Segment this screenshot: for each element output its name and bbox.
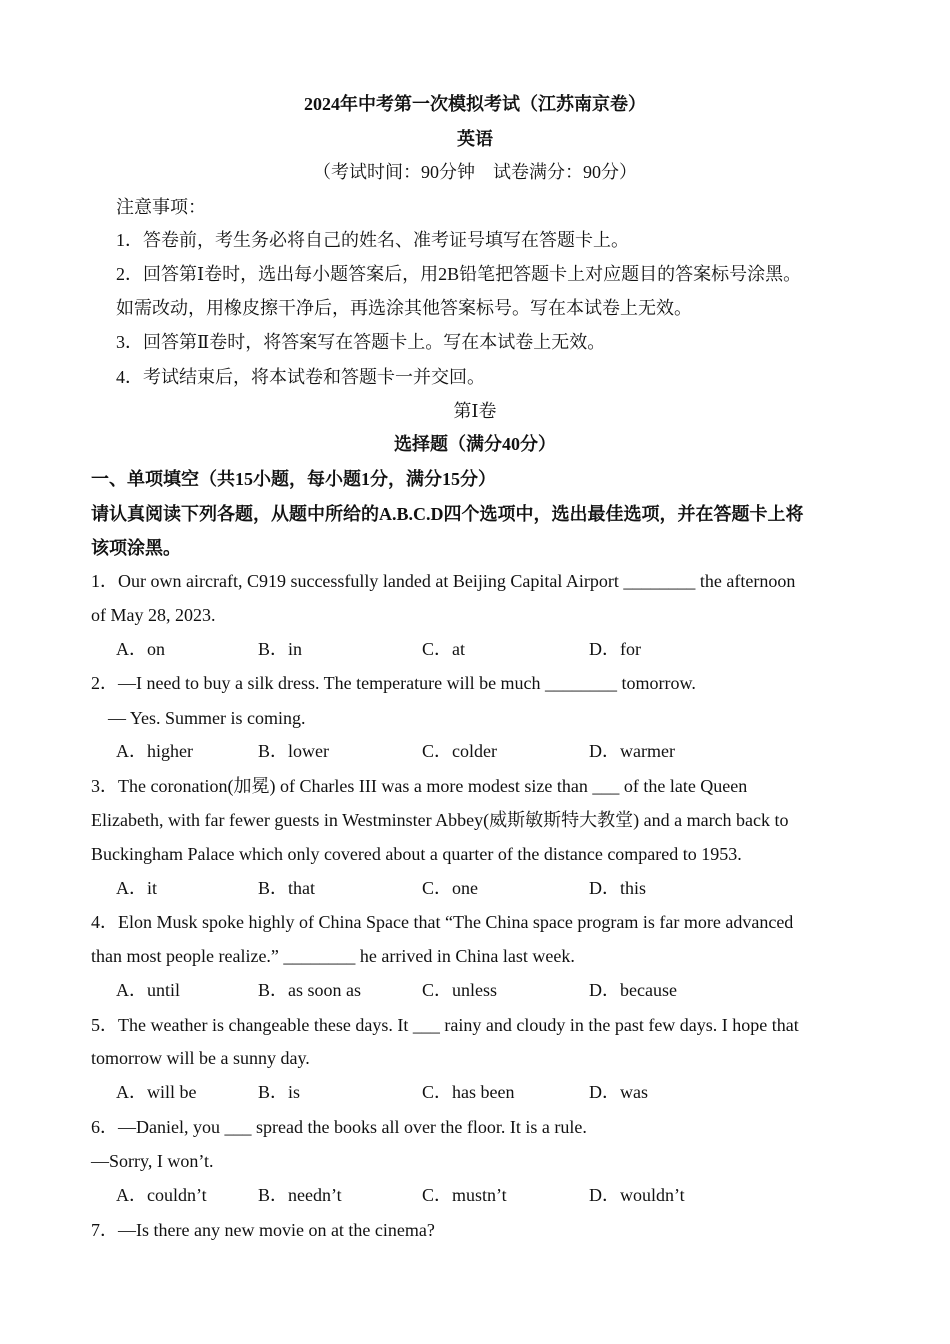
notice-item-continuation: 如需改动，用橡皮擦干净后，再选涂其他答案标号。写在本试卷上无效。 [116,298,692,318]
question-2-option-c: C．colder [422,741,497,761]
question-2-option-b: B．lower [258,741,329,761]
question-4-option-d: D．because [589,980,677,1000]
part-instruction: 该项涂黑。 [91,538,181,558]
question-3-text: Elizabeth, with far fewer guests in Westminster Abbey(威斯敏斯特大教堂) and a march back to [91,810,789,830]
question-3-option-a: A．it [116,878,158,898]
question-5-text: 5．The weather is changeable these days. It ___ rainy and cloudy in the past few days. I hope that [91,1015,799,1035]
question-3-option-b: B．that [258,878,315,898]
question-6-option-b: B．needn’t [258,1185,342,1205]
section-title: 选择题（满分40分） [394,434,556,454]
question-2-text: — Yes. Summer is coming. [108,708,306,728]
question-2-option-a: A．higher [116,741,193,761]
question-5-option-c: C．has been [422,1082,515,1102]
question-2-option-d: D．warmer [589,741,675,761]
question-7-text: 7．—Is there any new movie on at the cinema? [91,1220,435,1240]
notice-item: 3．回答第Ⅱ卷时，将答案写在答题卡上。写在本试卷上无效。 [116,332,606,352]
notice-item: 4．考试结束后，将本试卷和答题卡一并交回。 [116,367,485,387]
question-6-option-d: D．wouldn’t [589,1185,685,1205]
question-5-option-b: B．is [258,1082,301,1102]
question-4-option-b: B．as soon as [258,980,361,1000]
question-5-option-a: A．will be [116,1082,197,1102]
question-6-text: 6．—Daniel, you ___ spread the books all over the floor. It is a rule. [91,1117,587,1137]
question-4-text: 4．Elon Musk spoke highly of China Space that “The China space program is far more advanced [91,912,794,932]
part-instruction: 请认真阅读下列各题，从题中所给的A.B.C.D四个选项中，选出最佳选项，并在答题卡上将 [91,504,804,524]
question-3-text: 3．The coronation(加冕) of Charles III was a more modest size than ___ of the late Queen [91,776,748,796]
notice-item: 2．回答第Ⅰ卷时，选出每小题答案后，用2B铅笔把答题卡上对应题目的答案标号涂黑。 [116,264,802,284]
question-1-option-b: B．in [258,639,303,659]
part-title: 一、单项填空（共15小题，每小题1分，满分15分） [91,469,496,489]
question-1-option-a: A．on [116,639,165,659]
question-3-text: Buckingham Palace which only covered about a quarter of the distance compared to 1953. [91,844,742,864]
notice-item: 1．答卷前，考生务必将自己的姓名、准考证号填写在答题卡上。 [116,230,629,250]
question-1-text: of May 28, 2023. [91,605,216,625]
exam-info: （考试时间：90分钟 试卷满分：90分） [313,162,637,182]
question-4-option-a: A．until [116,980,181,1000]
question-2-text: 2．—I need to buy a silk dress. The temperature will be much ________ tomorrow. [91,673,696,693]
question-5-text: tomorrow will be a sunny day. [91,1048,310,1068]
question-1-option-d: D．for [589,639,641,659]
notice-heading: 注意事项： [116,197,206,217]
exam-title: 2024年中考第一次模拟考试（江苏南京卷） [304,94,646,114]
question-4-option-c: C．unless [422,980,498,1000]
question-6-text: —Sorry, I won’t. [91,1151,214,1171]
subject-title: 英语 [457,129,493,149]
question-6-option-c: C．mustn’t [422,1185,507,1205]
question-1-option-c: C．at [422,639,465,659]
question-5-option-d: D．was [589,1082,648,1102]
question-3-option-c: C．one [422,878,478,898]
question-4-text: than most people realize.” ________ he arrived in China last week. [91,946,575,966]
question-3-option-d: D．this [589,878,647,898]
question-6-option-a: A．couldn’t [116,1185,207,1205]
volume-label: 第Ⅰ卷 [453,401,497,421]
question-1-text: 1．Our own aircraft, C919 successfully landed at Beijing Capital Airport ________ the afternoon [91,571,796,591]
